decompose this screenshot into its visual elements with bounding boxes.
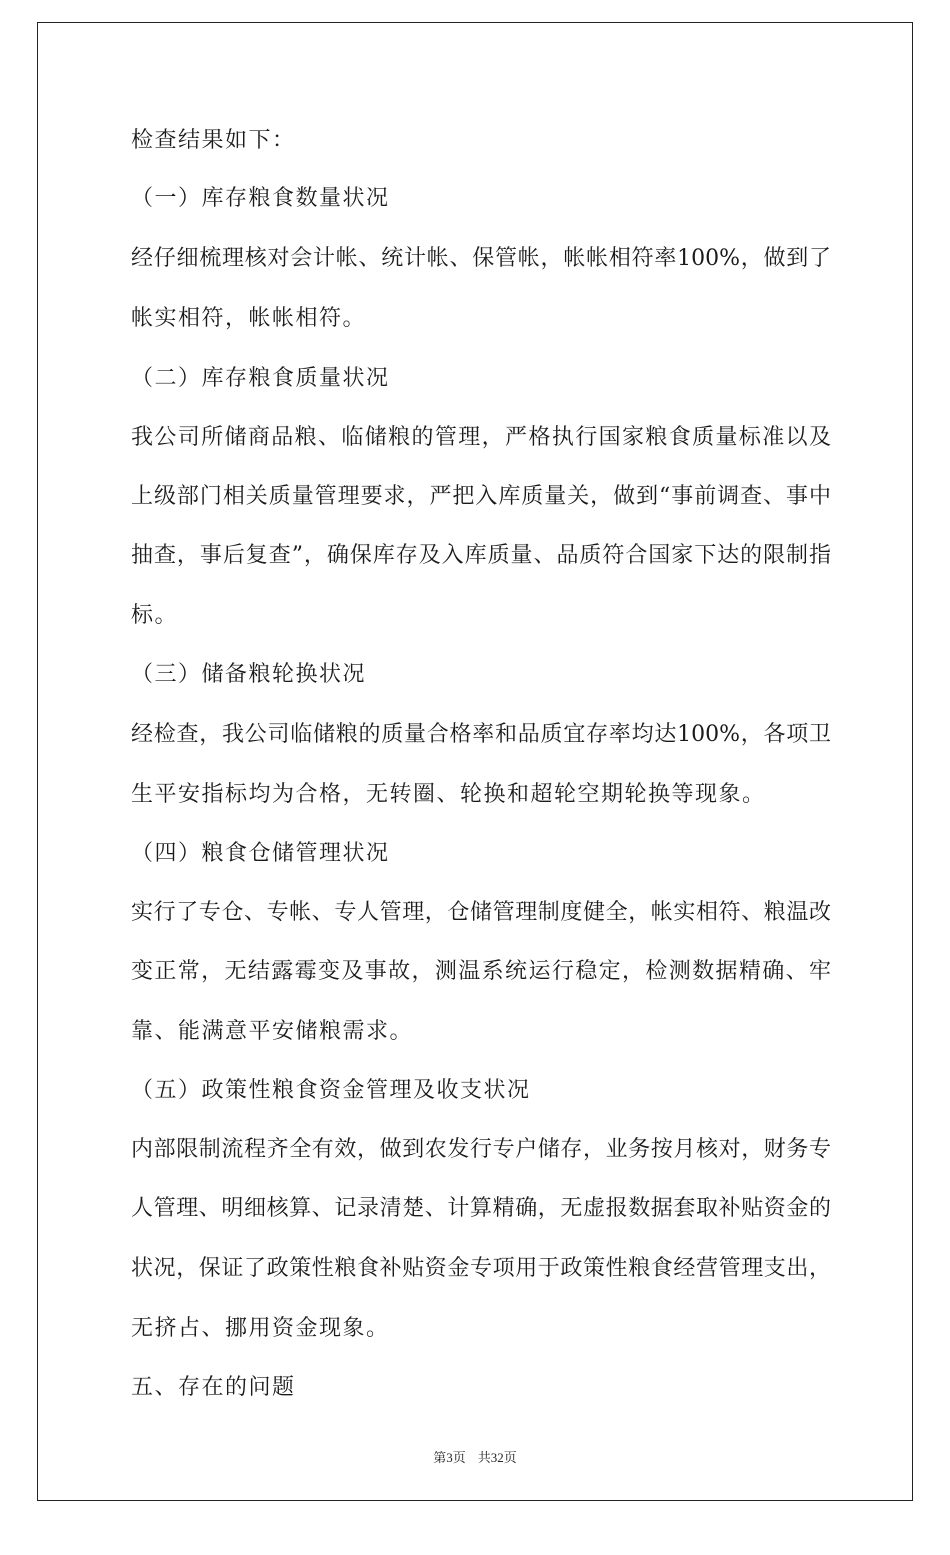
paragraph-line: 抽查，事后复查”，确保库存及入库质量、品质符合国家下达的限制指 [131,543,831,568]
paragraph-line: 变正常，无结露霉变及事故，测温系统运行稳定，检测数据精确、牢 [131,959,831,984]
paragraph-line: 生平安指标均为合格，无转圈、轮换和超轮空期轮换等现象。 [131,782,766,807]
paragraph-line: 靠、能满意平安储粮需求。 [131,1019,414,1044]
paragraph-line: 检查结果如下： [131,128,296,153]
page-number: 第3页 [433,1450,466,1465]
paragraph-line: 实行了专仓、专帐、专人管理，仓储管理制度健全，帐实相符、粮温改 [131,900,831,925]
paragraph-line: 上级部门相关质量管理要求，严把入库质量关，做到“事前调查、事中 [131,484,831,509]
paragraph-line: 经仔细梳理核对会计帐、统计帐、保管帐，帐帐相符率100%，做到了 [131,246,831,271]
section-heading: 五、存在的问题 [131,1375,296,1400]
section-heading: （五）政策性粮食资金管理及收支状况 [131,1078,531,1103]
section-heading: （四）粮食仓储管理状况 [131,841,390,866]
section-heading: （一）库存粮食数量状况 [131,186,390,211]
paragraph-line: 人管理、明细核算、记录清楚、计算精确，无虚报数据套取补贴资金的 [131,1196,831,1221]
paragraph-line: 无挤占、挪用资金现象。 [131,1316,390,1341]
paragraph-line: 状况，保证了政策性粮食补贴资金专项用于政策性粮食经营管理支出， [131,1256,831,1281]
page-total: 共32页 [477,1450,517,1465]
paragraph-line: 经检查，我公司临储粮的质量合格率和品质宜存率均达100%，各项卫 [131,722,831,747]
page-footer [0,1448,950,1468]
section-heading: （二）库存粮食质量状况 [131,366,390,391]
paragraph-line: 帐实相符，帐帐相符。 [131,306,367,331]
section-heading: （三）储备粮轮换状况 [131,662,367,687]
paragraph-line: 内部限制流程齐全有效，做到农发行专户储存，业务按月核对，财务专 [131,1137,831,1162]
paragraph-line: 标。 [131,603,179,628]
paragraph-line: 我公司所储商品粮、临储粮的管理，严格执行国家粮食质量标准以及 [131,425,831,450]
